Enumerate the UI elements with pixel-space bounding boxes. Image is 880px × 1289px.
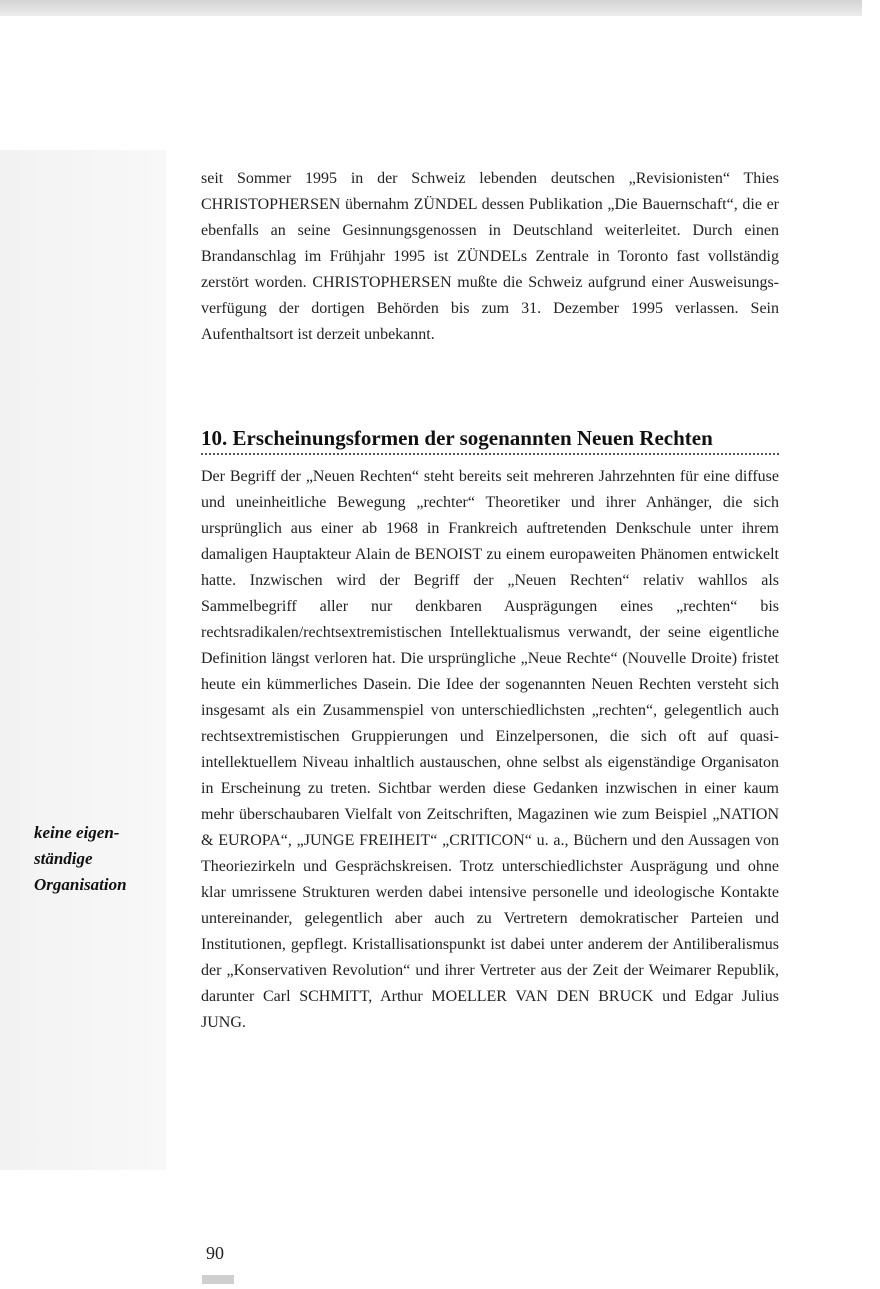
margin-note-line-1: keine eigen- [34,823,120,842]
page-marker [202,1275,234,1284]
body-text-section [201,464,779,1036]
page-number: 90 [206,1243,224,1263]
body-text-continued [201,166,779,348]
scan-top-shadow [0,0,862,16]
paragraph-1: seit Sommer 1995 in der Schweiz lebenden deutschen „Revisionisten“ Thies CHRISTOPHERSEN übernahm ZÜNDEL dessen Publikation „Die Bauernschaft“, die er ebenfalls an seine Gesinnungsgenossen in Deutschland weiterleitet. Durch einen Brandanschlag im Frühjahr 1995 ist ZÜNDELs Zentrale in Toronto fast vollständig zerstört worden. CHRISTOPHERSEN mußte die Schweiz aufgrund einer Ausweisungsverfügung der dortigen Behörden bis zum 31. Dezember 1995 verlassen. Sein Aufenthaltsort ist derzeit unbekannt. [201,170,779,343]
margin-column [0,150,166,1170]
margin-note-line-3: Organisation [34,875,127,894]
heading-dotted-rule [201,453,779,455]
margin-note-line-2: ständige [34,849,93,868]
margin-note [34,820,164,898]
section-heading: 10. Erscheinungsformen der sogenannten Neuen Rechten [201,426,713,450]
paragraph-2: Der Begriff der „Neuen Rechten“ steht bereits seit mehreren Jahrzehnten für eine diffuse und uneinheitliche Bewegung „rechter“ Theoretiker und ihrer Anhänger, die sich ursprünglich aus einer ab 1968 in Frankreich auftretenden Denkschule unter ihrem damaligen Hauptakteur Alain de BENOIST zu einem europaweiten Phänomen entwickelt hatte. Inzwischen wird der Begriff der „Neuen Rechten“ relativ wahllos als Sammelbegriff aller nur denkbaren Ausprägungen eines „rechten“ bis rechtsradikalen/rechtsextremistischen Intellektualismus verwandt, der seine eigentliche Definition längst verloren hat. Die ursprüngliche „Neue Rechte“ (Nouvelle Droite) fristet heute ein kümmerliches Dasein. Die Idee der sogenannten Neuen Rechten versteht sich insgesamt als ein Zusammenspiel von unterschiedlichsten „rechten“, gelegentlich auch rechtsextremistischen Gruppierungen und Einzelpersonen, die sich oft auf quasi-intellektuellem Niveau inhaltlich austauschen, ohne selbst als eigenständige Organisaton in Erscheinung zu treten. Sichtbar werden diese Gedanken inzwischen in einer kaum mehr überschaubaren Vielfalt von Zeitschriften, Magazinen wie zum Beispiel „NATION & EUROPA“, „JUNGE FREIHEIT“ „CRITICON“ u. a., Büchern und den Aussagen von Theoriezirkeln und Gesprächskreisen. Trotz unterschiedlichster Ausprägung und ohne klar umrissene Strukturen werden dabei intensive personelle und ideologische Kontakte untereinander, gelegentlich aber auch zu Vertretern demokratischer Parteien und Institutionen, gepflegt. Kristallisationspunkt ist dabei unter anderem der Antiliberalismus der „Konservativen Revolution“ und ihrer Vertreter aus der Zeit der Weimarer Republik, darunter Carl SCHMITT, Arthur MOELLER VAN DEN BRUCK und Edgar Julius JUNG. [201,468,779,1031]
